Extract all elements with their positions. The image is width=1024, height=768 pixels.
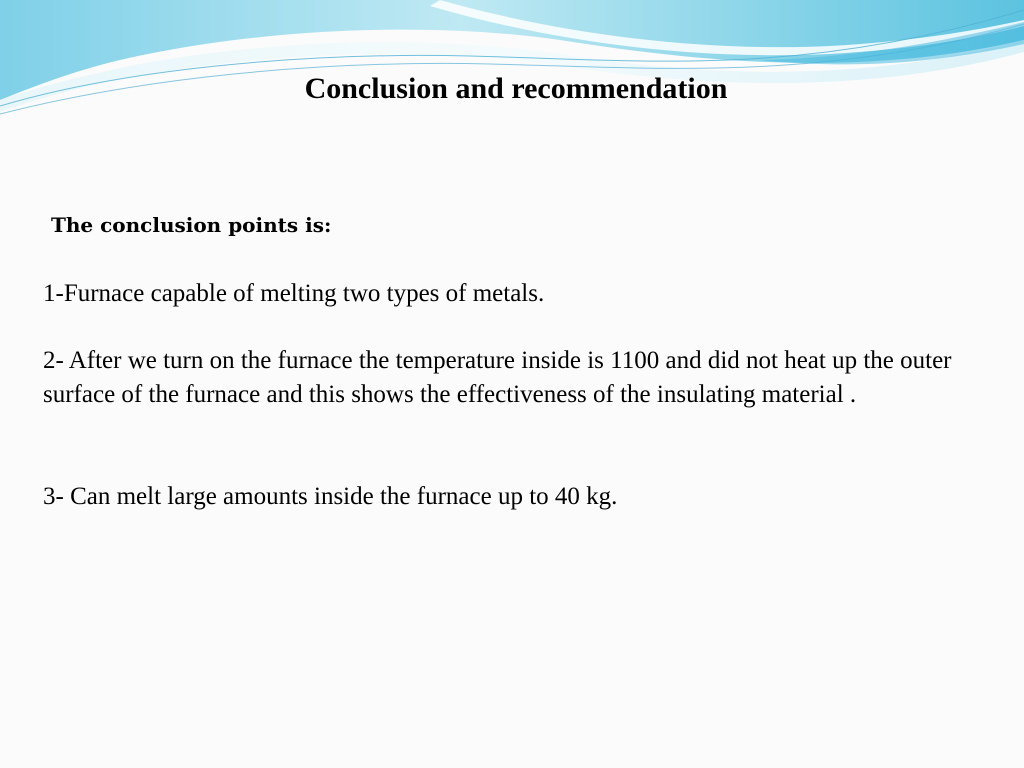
conclusion-point-2: 2- After we turn on the furnace the temperature inside is 1100 and did not heat up the outer surface of the furnace and this shows the effectiveness of the insulating material .: [43, 347, 952, 408]
decorative-wave-banner: [0, 0, 1024, 130]
conclusion-point-3: 3- Can melt large amounts inside the furnace up to 40 kg.: [43, 483, 618, 510]
conclusion-point-1: 1-Furnace capable of melting two types of metals.: [43, 280, 545, 307]
conclusion-subheading: The conclusion points is:: [51, 213, 332, 237]
slide-title: Conclusion and recommendation: [304, 72, 728, 105]
